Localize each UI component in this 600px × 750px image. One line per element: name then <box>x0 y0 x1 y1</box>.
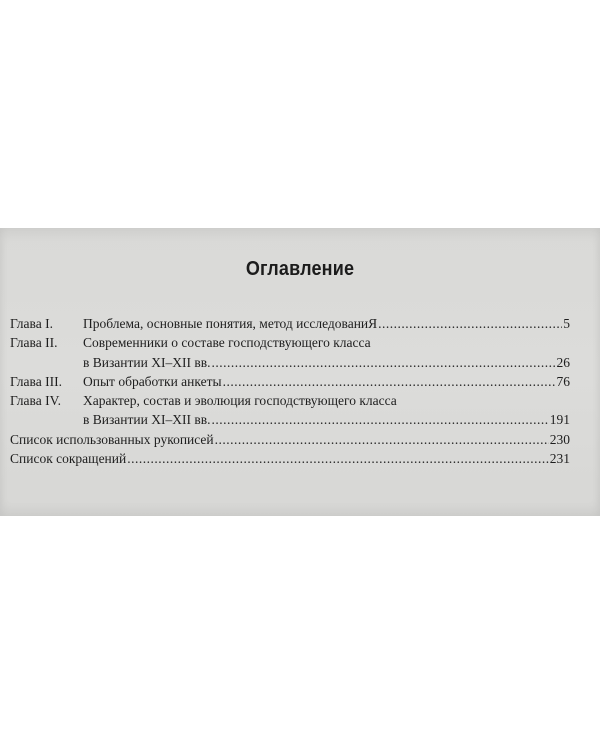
toc-leader-dots <box>127 449 549 468</box>
toc-leader-dots <box>215 430 549 449</box>
toc-chapter-label: Глава II. <box>10 335 58 351</box>
toc-page-number: 76 <box>556 373 570 389</box>
toc-row-chapter-3 <box>10 372 570 391</box>
toc-entry-text: Опыт обработки анкеты <box>83 373 222 389</box>
toc-entry-text: Характер, состав и эволюция господствующего класса <box>83 393 397 409</box>
toc-page-number: 231 <box>549 451 570 467</box>
toc-page-number: 230 <box>549 431 570 447</box>
toc-chapter-label: Глава I. <box>10 316 53 331</box>
toc-leader-dots <box>378 314 562 333</box>
toc-row-manuscripts <box>10 430 570 449</box>
toc-page-number: 26 <box>556 354 570 370</box>
toc-row-chapter-2-cont <box>10 353 570 372</box>
toc-leader-dots <box>223 372 556 391</box>
toc-entry-text: Список сокращений <box>10 451 127 467</box>
toc-entry-text: в Византии XI–XII вв. <box>83 354 211 370</box>
toc-entry-text: Проблема, основные понятия, метод исследованиЯ <box>83 316 378 331</box>
toc-entry-text: в Византии XI–XII вв. <box>83 412 211 428</box>
toc-chapter-label: Глава III. <box>10 373 62 389</box>
toc-row-chapter-4-cont <box>10 410 570 429</box>
toc-entry-text: Современники о составе господствующего класса <box>83 335 371 351</box>
toc-leader-dots <box>212 353 556 372</box>
toc-row-abbreviations <box>10 449 570 468</box>
page-title: Оглавление <box>245 258 355 280</box>
toc-entry-text: Список использованных рукописей <box>10 431 214 447</box>
table-of-contents <box>10 314 570 468</box>
toc-leader-dots <box>212 410 549 429</box>
toc-page-number: 5 <box>563 316 570 331</box>
toc-row-chapter-1 <box>10 314 570 333</box>
toc-row-chapter-4 <box>10 391 570 410</box>
toc-row-chapter-2 <box>10 333 570 352</box>
toc-chapter-label: Глава IV. <box>10 393 61 409</box>
toc-page-number: 191 <box>549 412 570 428</box>
